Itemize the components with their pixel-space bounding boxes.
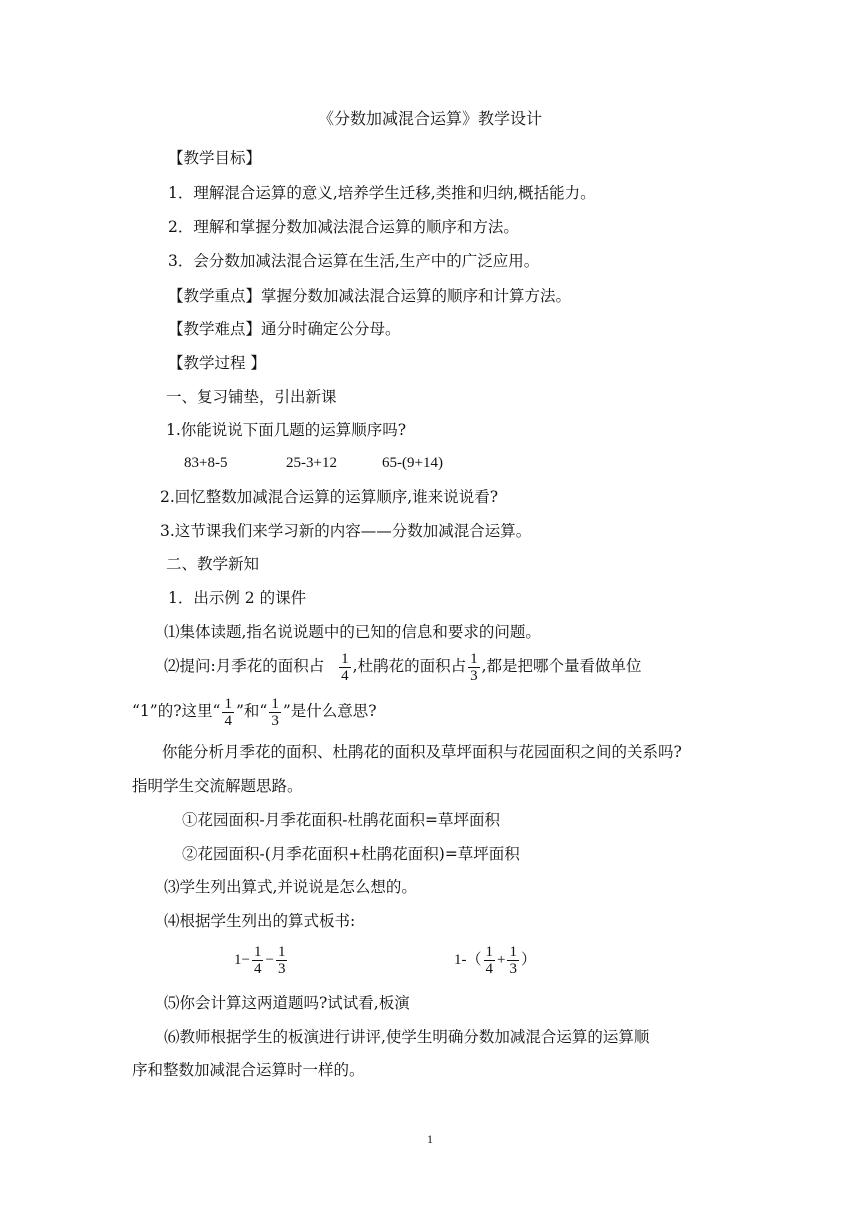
new-item-1: 1．出示例 2 的课件 (168, 589, 307, 607)
step-4: ⑷根据学生列出的算式板书: (164, 912, 356, 930)
page-number: 1 (427, 1132, 433, 1146)
fraction-one-third (507, 944, 519, 977)
review-question-3: 3.这节课我们来学习新的内容——分数加减混合运算。 (160, 522, 532, 540)
fraction-denominator: 3 (470, 667, 478, 684)
board-expression-1 (234, 938, 289, 982)
review-question-1: 1.你能说说下面几题的运算顺序吗? (166, 421, 407, 439)
fraction-one-quarter-quoted (222, 696, 234, 729)
step-2-text-f: ”是什么意思? (282, 702, 377, 720)
review-expression-2: 25-3+12 (286, 455, 337, 471)
minus-sign: − (265, 952, 274, 968)
fraction-numerator: 1 (271, 695, 279, 712)
review-expression-1: 83+8-5 (184, 455, 228, 471)
step-6-line-1: ⑹教师根据学生的板演进行讲评,使学生明确分数加减混合运算的运算顺 (164, 1028, 650, 1046)
board-expression-2 (454, 938, 536, 982)
goal-item-2: 2．理解和掌握分数加减法混合运算的顺序和方法。 (168, 218, 519, 236)
fraction-denominator: 4 (253, 961, 262, 978)
step-2-line-2 (132, 690, 377, 732)
formula-1: ①花园面积-月季花面积-杜鹃花面积=草坪面积 (182, 811, 500, 829)
section-1-heading: 一、复习铺垫，引出新课 (166, 388, 337, 406)
review-expression-3: 65-(9+14) (382, 455, 443, 471)
step-3: ⑶学生列出算式,并说说是怎么想的。 (164, 878, 417, 896)
fraction-one-third-quoted (269, 696, 281, 729)
process-heading: 【教学过程 】 (168, 354, 266, 372)
fraction-one-third (468, 651, 480, 684)
fraction-numerator: 1 (341, 650, 349, 667)
analysis-line-2: 指明学生交流解题思路。 (132, 777, 303, 795)
fraction-denominator: 4 (224, 712, 232, 729)
minus-sign: − (241, 952, 250, 968)
step-2-text-d: “1”的?这里“ (132, 702, 221, 720)
step-2-text-a: ⑵提问:月季花的面积占 (164, 657, 325, 675)
fraction-denominator: 3 (509, 961, 517, 978)
fraction-one-third (276, 944, 288, 977)
fraction-numerator: 1 (277, 944, 286, 961)
fraction-denominator: 3 (271, 712, 279, 729)
step-2-text-c: ,都是把哪个量看做单位 (481, 657, 642, 675)
fraction-one-quarter (339, 651, 351, 684)
fraction-numerator: 1 (485, 944, 493, 961)
formula-2: ②花园面积-(月季花面积+杜鹃花面积)=草坪面积 (182, 845, 520, 863)
step-2-line-1 (164, 645, 642, 687)
fraction-one-quarter (252, 944, 264, 977)
fraction-numerator: 1 (253, 944, 262, 961)
fraction-denominator: 3 (277, 961, 286, 978)
expr-2-close: ） (520, 952, 536, 968)
fraction-one-quarter (484, 944, 496, 977)
fraction-denominator: 4 (485, 961, 493, 978)
fraction-numerator: 1 (470, 650, 478, 667)
step-2-text-e: ”和“ (235, 702, 268, 720)
fraction-numerator: 1 (509, 944, 517, 961)
fraction-numerator: 1 (224, 695, 232, 712)
step-6-line-2: 序和整数加减混合运算时一样的。 (132, 1061, 365, 1079)
document-title: 《分数加减混合运算》教学设计 (317, 109, 542, 128)
review-question-2: 2.回忆整数加减混合运算的运算顺序,谁来说说看? (160, 488, 499, 506)
section-2-heading: 二、教学新知 (166, 555, 260, 573)
plus-sign: + (497, 952, 506, 968)
expr-1-lead: 1 (234, 952, 242, 968)
goal-item-3: 3．会分数加减法混合运算在生活,生产中的广泛应用。 (168, 252, 540, 270)
key-point: 【教学重点】掌握分数加减法混合运算的顺序和计算方法。 (168, 287, 572, 305)
expr-2-lead: 1-（ (454, 952, 482, 968)
step-1: ⑴集体读题,指名说说题中的已知的信息和要求的问题。 (164, 623, 541, 641)
fraction-denominator: 4 (341, 667, 349, 684)
step-5: ⑸你会计算这两道题吗?试试看,板演 (164, 994, 410, 1012)
step-2-text-b: ,杜鹃花的面积占 (352, 657, 467, 675)
goals-heading: 【教学目标】 (168, 149, 262, 167)
goal-item-1: 1．理解混合运算的意义,培养学生迁移,类推和归纳,概括能力。 (168, 184, 596, 202)
difficulty: 【教学难点】通分时确定公分母。 (168, 320, 401, 338)
analysis-line-1: 你能分析月季花的面积、杜鹃花的面积及草坪面积与花园面积之间的关系吗? (162, 743, 682, 761)
